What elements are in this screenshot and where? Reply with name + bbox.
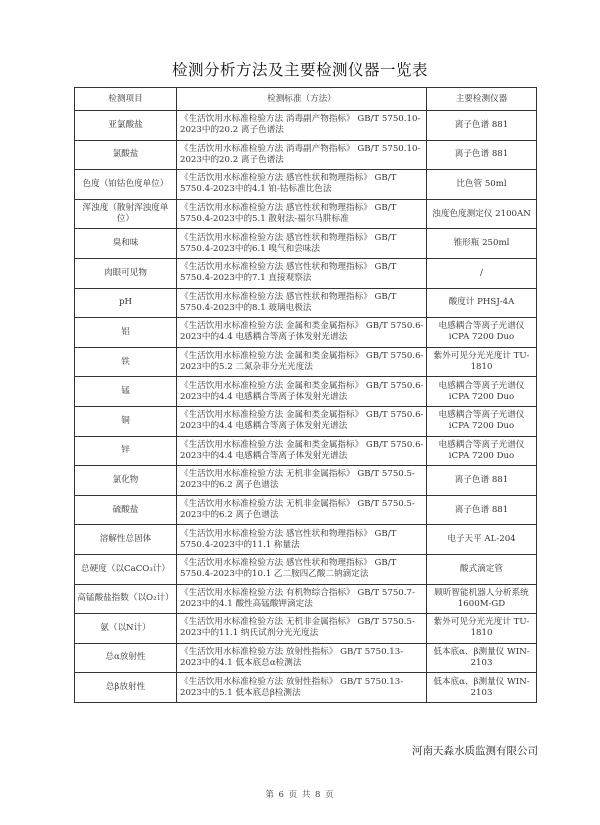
row-item-cell: 高锰酸盐指数（以O₂计）: [75, 584, 177, 614]
row-standard-cell: 《生活饮用水标准检验方法 金属和类金属指标》 GB/T 5750.6-2023中的5.2 二氮杂菲分光光度法: [177, 347, 427, 377]
table-row: [75, 495, 537, 525]
table-row: [75, 673, 537, 703]
table-row: [75, 140, 537, 170]
page-footer: 第 6 页 共 8 页: [265, 790, 335, 800]
row-instrument-cell: 离子色谱 881: [427, 140, 537, 170]
company-name: 河南天淼水质监测有限公司: [412, 745, 538, 757]
row-standard-cell: 《生活饮用水标准检验方法 感官性状和物理指标》 GB/T 5750.4-2023中的4.1 铂-钴标准比色法: [177, 170, 427, 200]
row-standard-cell: 《生活饮用水标准检验方法 金属和类金属指标》 GB/T 5750.6-2023中的4.4 电感耦合等离子体发射光谱法: [177, 436, 427, 466]
row-instrument-cell: 比色管 50ml: [427, 170, 537, 200]
row-instrument-cell: 顾昕智能机器人分析系统 1600M-GD: [427, 584, 537, 614]
row-standard-cell: 《生活饮用水标准检验方法 金属和类金属指标》 GB/T 5750.6-2023中的4.4 电感耦合等离子体发射光谱法: [177, 406, 427, 436]
row-standard-cell: 《生活饮用水标准检验方法 消毒副产物指标》 GB/T 5750.10-2023中的20.2 离子色谱法: [177, 140, 427, 170]
table-row: [75, 318, 537, 348]
row-item-cell: 臭和味: [75, 229, 177, 259]
row-instrument-cell: 浊度色度测定仪 2100AN: [427, 199, 537, 229]
header-instrument: 主要检测仪器: [427, 88, 537, 111]
header-item: 检测项目: [75, 88, 177, 111]
row-item-cell: 总硬度（以CaCO₃计）: [75, 554, 177, 584]
row-item-cell: 锌: [75, 436, 177, 466]
row-instrument-cell: 酸度计 PHSJ-4A: [427, 288, 537, 318]
table-row: [75, 377, 537, 407]
row-standard-cell: 《生活饮用水标准检验方法 感官性状和物理指标》 GB/T 5750.4-2023中的5.1 散射法-福尔马肼标准: [177, 199, 427, 229]
row-item-cell: 总β放射性: [75, 673, 177, 703]
table-row: [75, 436, 537, 466]
table-row: [75, 347, 537, 377]
table-row: [75, 199, 537, 229]
row-instrument-cell: 电感耦合等离子光谱仪 iCPA 7200 Duo: [427, 406, 537, 436]
row-standard-cell: 《生活饮用水标准检验方法 感官性状和物理指标》 GB/T 5750.4-2023中的8.1 玻璃电极法: [177, 288, 427, 318]
row-standard-cell: 《生活饮用水标准检验方法 消毒副产物指标》 GB/T 5750.10-2023中的20.2 离子色谱法: [177, 111, 427, 141]
row-item-cell: pH: [75, 288, 177, 318]
row-item-cell: 氯酸盐: [75, 140, 177, 170]
table-row: [75, 258, 537, 288]
row-item-cell: 氯化物: [75, 466, 177, 496]
row-standard-cell: 《生活饮用水标准检验方法 金属和类金属指标》 GB/T 5750.6-2023中的4.4 电感耦合等离子体发射光谱法: [177, 318, 427, 348]
table-row: [75, 170, 537, 200]
row-item-cell: 锰: [75, 377, 177, 407]
row-item-cell: 色度（铂钴色度单位）: [75, 170, 177, 200]
table-row: [75, 614, 537, 644]
row-instrument-cell: 低本底α、β测量仪 WIN-2103: [427, 673, 537, 703]
table-row: [75, 643, 537, 673]
table-row: [75, 466, 537, 496]
row-standard-cell: 《生活饮用水标准检验方法 感官性状和物理指标》 GB/T 5750.4-2023中的7.1 直接观察法: [177, 258, 427, 288]
table-row: [75, 554, 537, 584]
row-standard-cell: 《生活饮用水标准检验方法 无机非金属指标》 GB/T 5750.5-2023中的6.2 离子色谱法: [177, 466, 427, 496]
row-item-cell: 铜: [75, 406, 177, 436]
row-instrument-cell: 紫外可见分光光度计 TU-1810: [427, 347, 537, 377]
row-instrument-cell: 离子色谱 881: [427, 111, 537, 141]
row-standard-cell: 《生活饮用水标准检验方法 有机物综合指标》 GB/T 5750.7-2023中的4.1 酸性高锰酸钾滴定法: [177, 584, 427, 614]
methods-table: [74, 87, 537, 703]
table-row: [75, 111, 537, 141]
row-item-cell: 溶解性总固体: [75, 525, 177, 555]
row-item-cell: 亚氯酸盐: [75, 111, 177, 141]
table-row: [75, 406, 537, 436]
row-item-cell: 硫酸盐: [75, 495, 177, 525]
row-standard-cell: 《生活饮用水标准检验方法 金属和类金属指标》 GB/T 5750.6-2023中的4.4 电感耦合等离子体发射光谱法: [177, 377, 427, 407]
row-instrument-cell: /: [427, 258, 537, 288]
table-row: [75, 229, 537, 259]
row-standard-cell: 《生活饮用水标准检验方法 无机非金属指标》 GB/T 5750.5-2023中的6.2 离子色谱法: [177, 495, 427, 525]
row-item-cell: 总α放射性: [75, 643, 177, 673]
row-standard-cell: 《生活饮用水标准检验方法 放射性指标》 GB/T 5750.13-2023中的5.1 低本底总β检测法: [177, 673, 427, 703]
table-row: [75, 525, 537, 555]
row-instrument-cell: 锥形瓶 250ml: [427, 229, 537, 259]
row-item-cell: 氨（以N计）: [75, 614, 177, 644]
row-instrument-cell: 酸式滴定管: [427, 554, 537, 584]
document-title: 检测分析方法及主要检测仪器一览表: [171, 61, 428, 79]
row-instrument-cell: 电感耦合等离子光谱仪 iCPA 7200 Duo: [427, 436, 537, 466]
row-instrument-cell: 电感耦合等离子光谱仪 iCPA 7200 Duo: [427, 318, 537, 348]
row-instrument-cell: 离子色谱 881: [427, 495, 537, 525]
row-instrument-cell: 低本底α、β测量仪 WIN-2103: [427, 643, 537, 673]
row-instrument-cell: 电子天平 AL-204: [427, 525, 537, 555]
table-row: [75, 288, 537, 318]
row-standard-cell: 《生活饮用水标准检验方法 感官性状和物理指标》 GB/T 5750.4-2023中的6.1 嗅气和尝味法: [177, 229, 427, 259]
row-instrument-cell: 电感耦合等离子光谱仪 iCPA 7200 Duo: [427, 377, 537, 407]
row-item-cell: 铝: [75, 318, 177, 348]
row-item-cell: 肉眼可见物: [75, 258, 177, 288]
row-item-cell: 浑浊度（散射浑浊度单位）: [75, 199, 177, 229]
header-standard: 检测标准（方法）: [177, 88, 427, 111]
row-standard-cell: 《生活饮用水标准检验方法 无机非金属指标》 GB/T 5750.5-2023中的11.1 纳氏试剂分光光度法: [177, 614, 427, 644]
table-header-row: [75, 88, 537, 111]
row-instrument-cell: 离子色谱 881: [427, 466, 537, 496]
row-standard-cell: 《生活饮用水标准检验方法 放射性指标》 GB/T 5750.13-2023中的4.1 低本底总α检测法: [177, 643, 427, 673]
table-row: [75, 584, 537, 614]
row-item-cell: 铁: [75, 347, 177, 377]
row-standard-cell: 《生活饮用水标准检验方法 感官性状和物理指标》 GB/T 5750.4-2023中的11.1 称量法: [177, 525, 427, 555]
row-standard-cell: 《生活饮用水标准检验方法 感官性状和物理指标》 GB/T 5750.4-2023中的10.1 乙二胺四乙酸二钠滴定法: [177, 554, 427, 584]
row-instrument-cell: 紫外可见分光光度计 TU-1810: [427, 614, 537, 644]
